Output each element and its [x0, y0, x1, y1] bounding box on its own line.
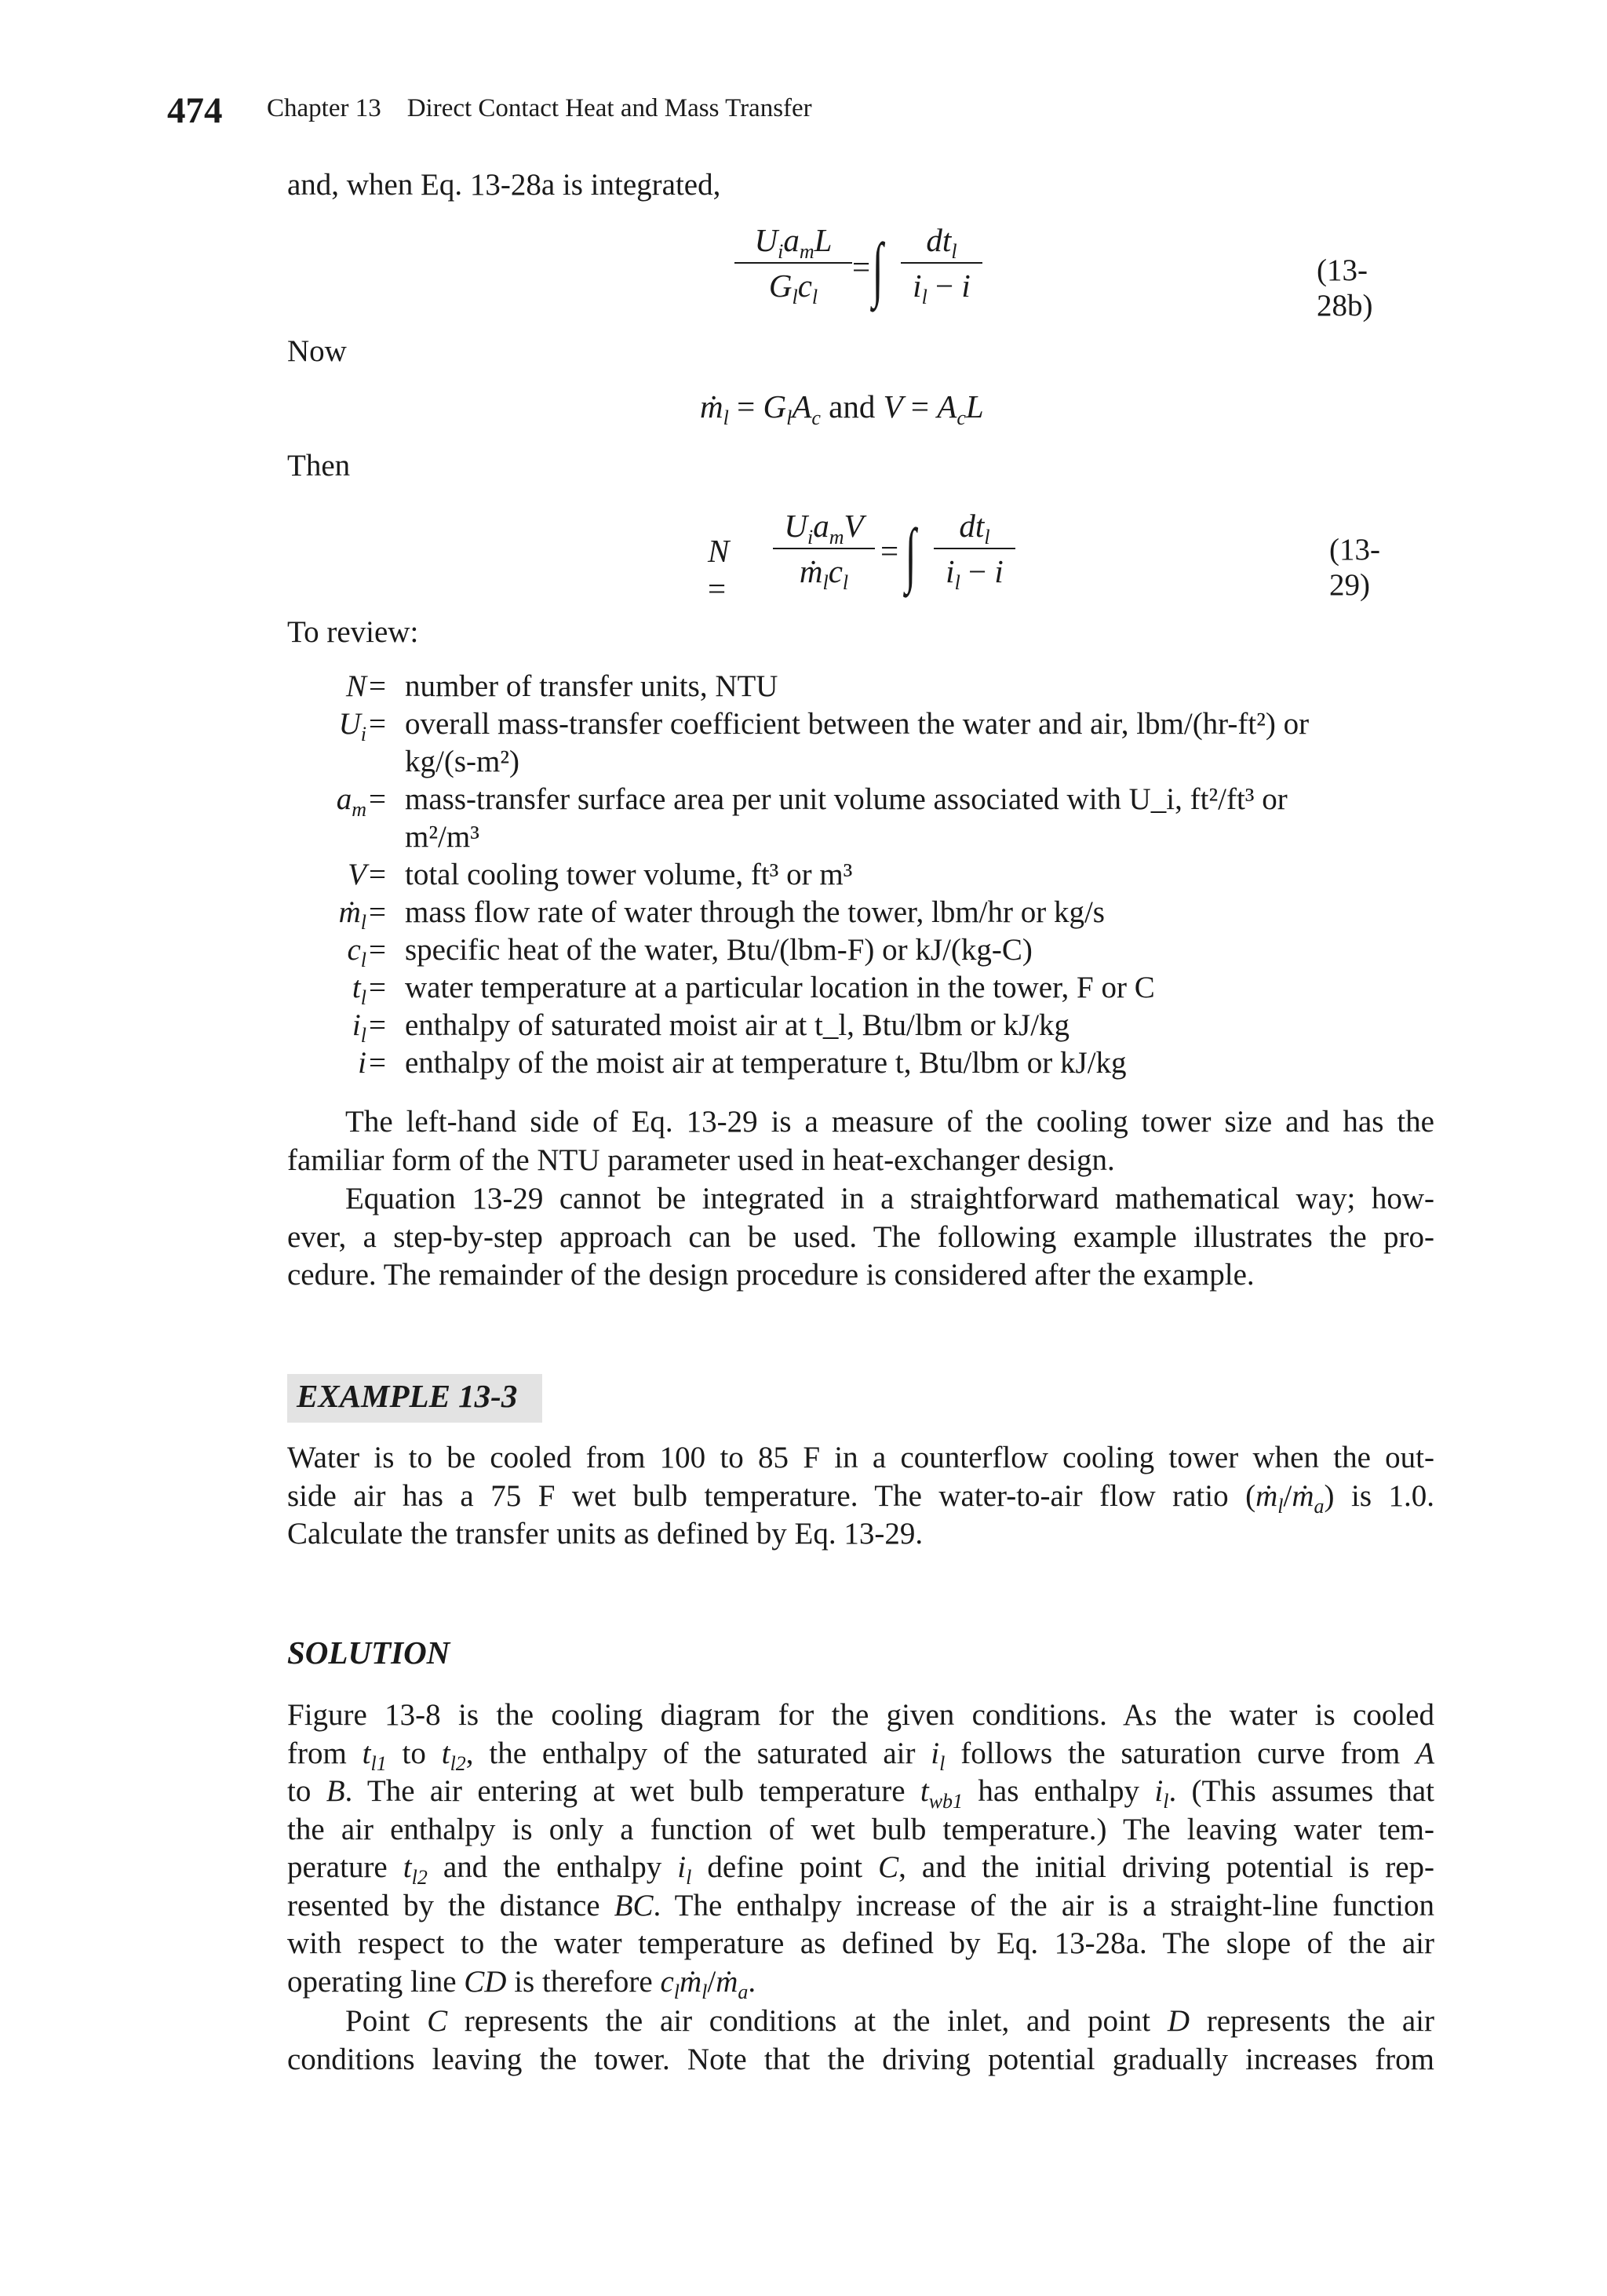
eq-fraction-rhs: $dt_l$ $i_l - i$ [934, 507, 1015, 590]
to-review-label: To review: [287, 615, 419, 649]
paragraph: Equation 13-29 cannot be integrated in a straightforward mathematical way; how- ever, a step-by-step approach can be used. The following example illustrates the pro- cedure. The remainder of the design procedure is considered after the example. [287, 1182, 1434, 1292]
equals-sign: = [852, 249, 871, 285]
and-word: and [829, 388, 876, 425]
running-title: Chapter 13 Direct Contact Heat and Mass Transfer [267, 94, 812, 122]
equation-number: (13-29) [1329, 533, 1380, 602]
paragraph: The left-hand side of Eq. 13-29 is a measure of the cooling tower size and has the familiar form of the NTU parameter used in heat-exchanger design. [287, 1105, 1434, 1177]
symbol: N [345, 669, 366, 703]
eq-lhs-n: N = [708, 533, 730, 607]
equals-sign: = [880, 533, 899, 569]
integral-sign: ∫ [905, 514, 916, 594]
solution-title: SOLUTION [287, 1635, 450, 1671]
symbol: $t_l$ [352, 971, 366, 1009]
symbol: $c_l$ [347, 933, 366, 971]
eq-fraction-lhs: $U_ia_mV$ $ṁ_lc_l$ [773, 507, 875, 590]
then-label: Then [287, 449, 351, 483]
example-statement: Water is to be cooled from 100 to 85 F in a counterflow cooling tower when the out- side air has a 75 F wet bulb temperature. The water-to-air flow ratio (ṁ$_l$/ṁ$_a$) is 1.0. Calculate the transfer units as defined by Eq. 13-29. [287, 1441, 1434, 1551]
page-number: 474 [167, 90, 223, 131]
symbol: ṁ$_l$ [338, 895, 366, 934]
symbol: $i_l$ [352, 1008, 366, 1047]
symbol: i [358, 1046, 366, 1080]
eq-fraction-rhs: $dt_l$ $i_l - i$ [901, 221, 982, 304]
equation-flow: ṁ$_l$ = $G_lA_c$ and $V = A_cL$ [700, 388, 984, 429]
eq-fraction-lhs: $U_ia_mL$ $G_lc_l$ [734, 221, 852, 304]
symbol: $U_i$ [338, 707, 366, 745]
intro-line: and, when Eq. 13-28a is integrated, [287, 168, 721, 202]
solution-paragraph: Figure 13-8 is the cooling diagram for the given conditions. As the water is cooled from $t_{l1}$ to $t_{l2}$, the enthalpy of the saturated air $i_l$ follows the saturation curve from A to B. The air entering at wet bulb temperature $t_{wb1}$ has enthalpy $i_l$. (This assumes that the air enthalpy is only a function of wet bulb temperature.) The leaving water tem- perature $t_{l2}$ and the enthalpy $i_l$ define point C, and the initial driving potential is rep- resented by the distance BC. The enthalpy increase of the air is a straight-line function with respect to the water temperature as defined by Eq. 13-28a. The slope of the air operating line CD is therefore $c_lṁ_l/ṁ_a$. [287, 1698, 1435, 2003]
equation-number: (13-28b) [1317, 253, 1373, 323]
integral-sign: ∫ [872, 228, 884, 308]
symbol: $a_m$ [336, 782, 366, 821]
solution-paragraph: Point C represents the air conditions at the inlet, and point D represents the air conditions leaving the tower. Note that the driving potential gradually increases from [287, 2004, 1434, 2076]
now-label: Now [287, 334, 347, 368]
example-title: EXAMPLE 13-3 [297, 1378, 518, 1414]
symbol: V [348, 858, 366, 891]
